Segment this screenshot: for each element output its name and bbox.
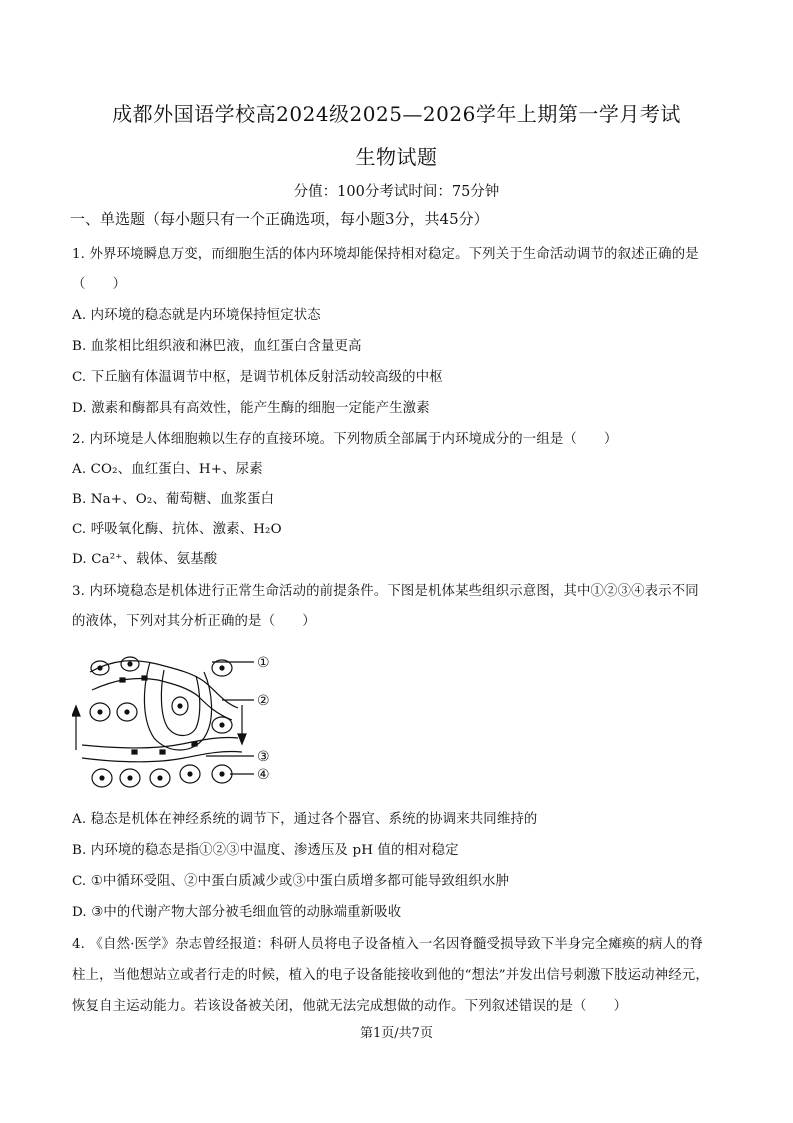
q3-option-b: B. 内环境的稳态是指①②③中温度、渗透压及 pH 值的相对稳定	[72, 843, 459, 858]
q1-stem-line-2: （ ）	[72, 277, 127, 292]
page-number: 第1页/共7页	[360, 1026, 433, 1041]
q4-stem-line-1: 4. 《自然·医学》杂志曾经报道：科研人员将电子设备植入一名因脊髓受损导致下半身完全瘫痪的病人的脊	[72, 937, 704, 952]
q2-option-b: B. Na+、O₂、葡萄糖、血浆蛋白	[72, 492, 275, 507]
q1-option-b: B. 血浆相比组织液和淋巴液，血红蛋白含量更高	[72, 339, 362, 354]
q1-stem-line-1: 1. 外界环境瞬息万变，而细胞生活的体内环境却能保持相对稳定。下列关于生命活动调节的叙述正确的是	[72, 247, 699, 262]
q2-option-c: C. 呼吸氧化酶、抗体、激素、H₂O	[72, 522, 282, 537]
q2-option-d: D. Ca²⁺、载体、氨基酸	[72, 552, 218, 567]
q1-option-c: C. 下丘脑有体温调节中枢，是调节机体反射活动较高级的中枢	[72, 370, 443, 385]
q3-stem-line-1: 3. 内环境稳态是机体进行正常生命活动的前提条件。下图是机体某些组织示意图，其中①②③④表示不同	[72, 584, 699, 599]
q3-option-c: C. ①中循环受阻、②中蛋白质减少或③中蛋白质增多都可能导致组织水肿	[72, 874, 510, 889]
fig-label-3: ③	[257, 749, 270, 765]
fig-label-4: ④	[257, 767, 270, 783]
q1-option-d: D. 激素和酶都具有高效性，能产生酶的细胞一定能产生激素	[72, 401, 430, 416]
q3-option-a: A. 稳态是机体在神经系统的调节下，通过各个器官、系统的协调来共同维持的	[72, 812, 538, 827]
q3-stem-line-2: 的液体，下列对其分析正确的是（ ）	[72, 614, 316, 629]
exam-subject: 生物试题	[355, 145, 438, 169]
tissue-diagram	[72, 650, 282, 795]
q4-stem-line-2: 柱上，当他想站立或者行走的时候，植入的电子设备能接收到他的“想法”并发出信号刺激下肢运动神经元，	[72, 968, 709, 983]
fig-label-1: ①	[257, 655, 270, 671]
exam-title: 成都外国语学校高2024级2025—2026学年上期第一学月考试	[112, 102, 681, 126]
q2-option-a: A. CO₂、血红蛋白、H+、尿素	[72, 462, 263, 477]
section-heading: 一、单选题（每小题只有一个正确选项，每小题3分，共45分）	[70, 210, 489, 228]
q4-stem-line-3: 恢复自主运动能力。若该设备被关闭，他就无法完成想做的动作。下列叙述错误的是（ ）	[72, 999, 628, 1014]
q1-option-a: A. 内环境的稳态就是内环境保持恒定状态	[72, 308, 321, 323]
q3-option-d: D. ③中的代谢产物大部分被毛细血管的动脉端重新吸收	[72, 905, 402, 920]
score-and-time: 分值：100分考试时间：75分钟	[293, 184, 500, 200]
q2-stem: 2. 内环境是人体细胞赖以生存的直接环境。下列物质全部属于内环境成分的一组是（ ）	[72, 432, 618, 447]
fig-label-2: ②	[257, 693, 270, 709]
